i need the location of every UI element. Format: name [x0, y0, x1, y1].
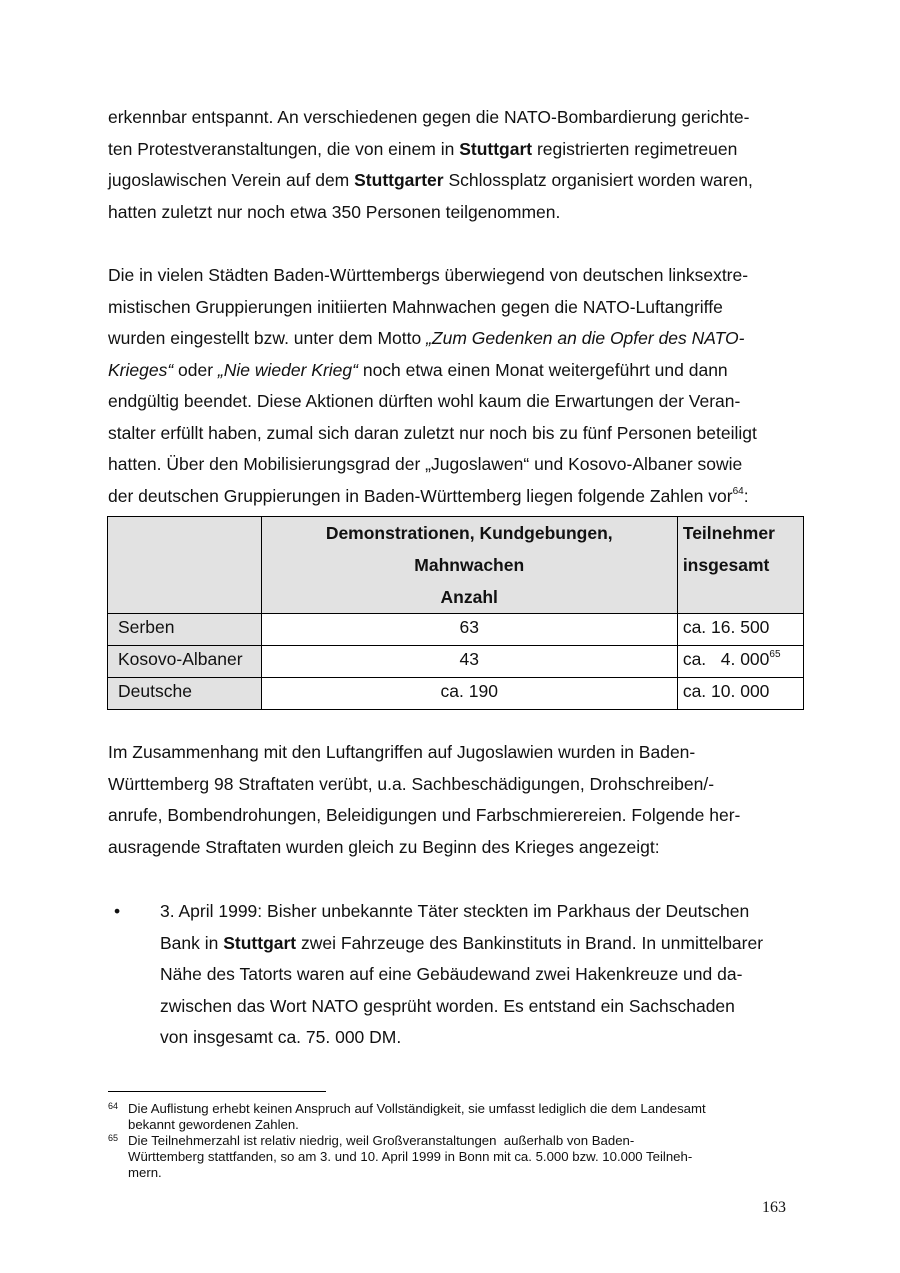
footnote-line: mern.: [128, 1165, 162, 1180]
text-run: der deutschen Gruppierungen in Baden-Württemberg liegen folgende Zahlen vor: [108, 485, 733, 506]
footnote-text: [128, 1101, 798, 1133]
text-run: 3. April 1999: Bisher unbekannte Täter steckten im Parkhaus der Deutschen: [160, 901, 750, 921]
bullet-icon: •: [114, 901, 121, 921]
participants-cell: [677, 678, 803, 710]
text-run: oder: [173, 359, 218, 380]
bold-text: Stuttgart: [459, 138, 533, 159]
text-run: Nähe des Tatorts waren auf eine Gebäudewand zwei Hakenkreuze und da-: [160, 964, 743, 984]
text-run: jugoslawischen Verein auf dem: [108, 170, 355, 190]
footnote-line: Die Teilnehmerzahl ist relativ niedrig, weil Großveranstaltungen außerhalb von Baden-: [128, 1133, 635, 1148]
text-line: [108, 832, 798, 864]
count-cell: 63: [261, 614, 677, 646]
text-line: [160, 959, 800, 991]
text-run: stalter erfüllt haben, zumal sich daran zuletzt nur noch bis zu fünf Personen beteiligt: [108, 422, 757, 443]
text-line: [108, 386, 798, 418]
participants-value: ca. 10. 000: [682, 681, 770, 701]
participants-cell: [677, 614, 803, 646]
text-line: [108, 737, 798, 769]
text-line: [108, 197, 798, 229]
mobilization-table: [107, 516, 804, 710]
text-line: [108, 260, 798, 292]
header-count-line: Demonstrationen, Kundgebungen,: [325, 523, 613, 543]
table-row: [108, 646, 804, 678]
header-count-line: Anzahl: [440, 587, 498, 607]
text-line: [108, 418, 798, 450]
paragraph-2: [108, 260, 798, 512]
text-run: :: [743, 485, 749, 506]
header-participants-line: Teilnehmer: [682, 523, 775, 543]
text-line: [108, 134, 798, 166]
text-line: [108, 481, 798, 513]
footnote-line: Württemberg stattfanden, so am 3. und 10. April 1999 in Bonn mit ca. 5.000 bzw. 10.000 Teilneh-: [128, 1149, 693, 1164]
text-run: wurden eingestellt bzw. unter dem Motto: [108, 328, 427, 348]
text-line: [108, 165, 798, 197]
text-run: von insgesamt ca. 75. 000 DM.: [160, 1027, 402, 1047]
text-run: zwischen das Wort NATO gesprüht worden. Es entstand ein Sachschaden: [160, 995, 735, 1016]
text-run: Schlossplatz organisiert worden waren,: [443, 170, 753, 190]
header-count-line: Mahnwachen: [414, 555, 525, 575]
footnote-divider: [108, 1091, 326, 1092]
text-run: ten Protestveranstaltungen, die von einem in: [108, 138, 460, 159]
participants-cell: [677, 646, 803, 678]
bold-text: Stuttgarter: [354, 170, 444, 190]
italic-text: „Nie wieder Krieg“: [217, 359, 358, 380]
header-participants-cell: [677, 517, 803, 614]
footnote-line: bekannt gewordenen Zahlen.: [128, 1117, 299, 1132]
footnote-text: [128, 1133, 798, 1181]
bold-text: Stuttgart: [223, 932, 297, 953]
text-line: [108, 102, 798, 134]
table-row: [108, 614, 804, 646]
text-run: erkennbar entspannt. An verschiedenen gegen die NATO-Bombardierung gerichte-: [108, 107, 750, 127]
text-run: zwei Fahrzeuge des Bankinstituts in Brand. In unmittelbarer: [296, 932, 764, 953]
text-run: mistischen Gruppierungen initiierten Mahnwachen gegen die NATO-Luftangriffe: [108, 296, 723, 317]
text-run: hatten zuletzt nur noch etwa 350 Personen teilgenommen.: [108, 201, 561, 222]
text-line: [108, 449, 798, 481]
text-line: [108, 323, 798, 355]
text-run: Im Zusammenhang mit den Luftangriffen auf Jugoslawien wurden in Baden-: [108, 742, 696, 762]
text-run: noch etwa einen Monat weitergeführt und dann: [357, 359, 728, 380]
participants-value: ca. 16. 500: [682, 617, 770, 637]
text-run: Bank in: [160, 932, 224, 953]
footnote-ref: 64: [732, 485, 744, 497]
text-run: Württemberg 98 Straftaten verübt, u.a. Sachbeschädigungen, Drohschreiben/-: [108, 773, 715, 794]
text-line: [160, 896, 800, 928]
footnote-ref: 65: [769, 649, 781, 661]
group-cell: Deutsche: [108, 678, 262, 710]
text-run: anrufe, Bombendrohungen, Beleidigungen und Farbschmierereien. Folgende her-: [108, 805, 741, 825]
paragraph-1: [108, 102, 798, 228]
group-cell: Serben: [108, 614, 262, 646]
paragraph-3: [108, 737, 798, 863]
text-line: [108, 355, 798, 387]
text-run: ausragende Straftaten wurden gleich zu Beginn des Krieges angezeigt:: [108, 836, 660, 857]
group-cell: Kosovo-Albaner: [108, 646, 262, 678]
footnote-number: 64: [108, 1101, 119, 1111]
italic-text: „Zum Gedenken an die Opfer des NATO-: [426, 328, 745, 348]
bullet-text: [160, 896, 800, 1054]
text-run: endgültig beendet. Diese Aktionen dürften wohl kaum die Erwartungen der Veran-: [108, 391, 741, 411]
text-run: hatten. Über den Mobilisierungsgrad der „Jugoslawen“ und Kosovo-Albaner sowie: [108, 454, 743, 474]
text-line: [160, 1022, 800, 1054]
text-line: [160, 991, 800, 1023]
footnote-number: 65: [108, 1133, 119, 1143]
text-run: Die in vielen Städten Baden-Württembergs überwiegend von deutschen linksextre-: [108, 265, 749, 285]
text-run: registrierten regimetreuen: [532, 138, 738, 159]
text-line: [160, 928, 800, 960]
participants-value: ca. 4. 000: [682, 649, 770, 669]
header-participants-line: insgesamt: [682, 555, 770, 575]
table-row: [108, 678, 804, 710]
count-cell: ca. 190: [261, 678, 677, 710]
header-group-cell: [108, 517, 262, 614]
text-line: [108, 769, 798, 801]
text-line: [108, 800, 798, 832]
text-line: [108, 292, 798, 324]
footnote-line: Die Auflistung erhebt keinen Anspruch auf Vollständigkeit, sie umfasst lediglich die dem Landesamt: [128, 1101, 706, 1116]
count-cell: 43: [261, 646, 677, 678]
italic-text: Krieges“: [108, 359, 174, 380]
table-header-row: [108, 517, 804, 614]
header-count-cell: [261, 517, 677, 614]
page-number: 163: [762, 1199, 786, 1216]
